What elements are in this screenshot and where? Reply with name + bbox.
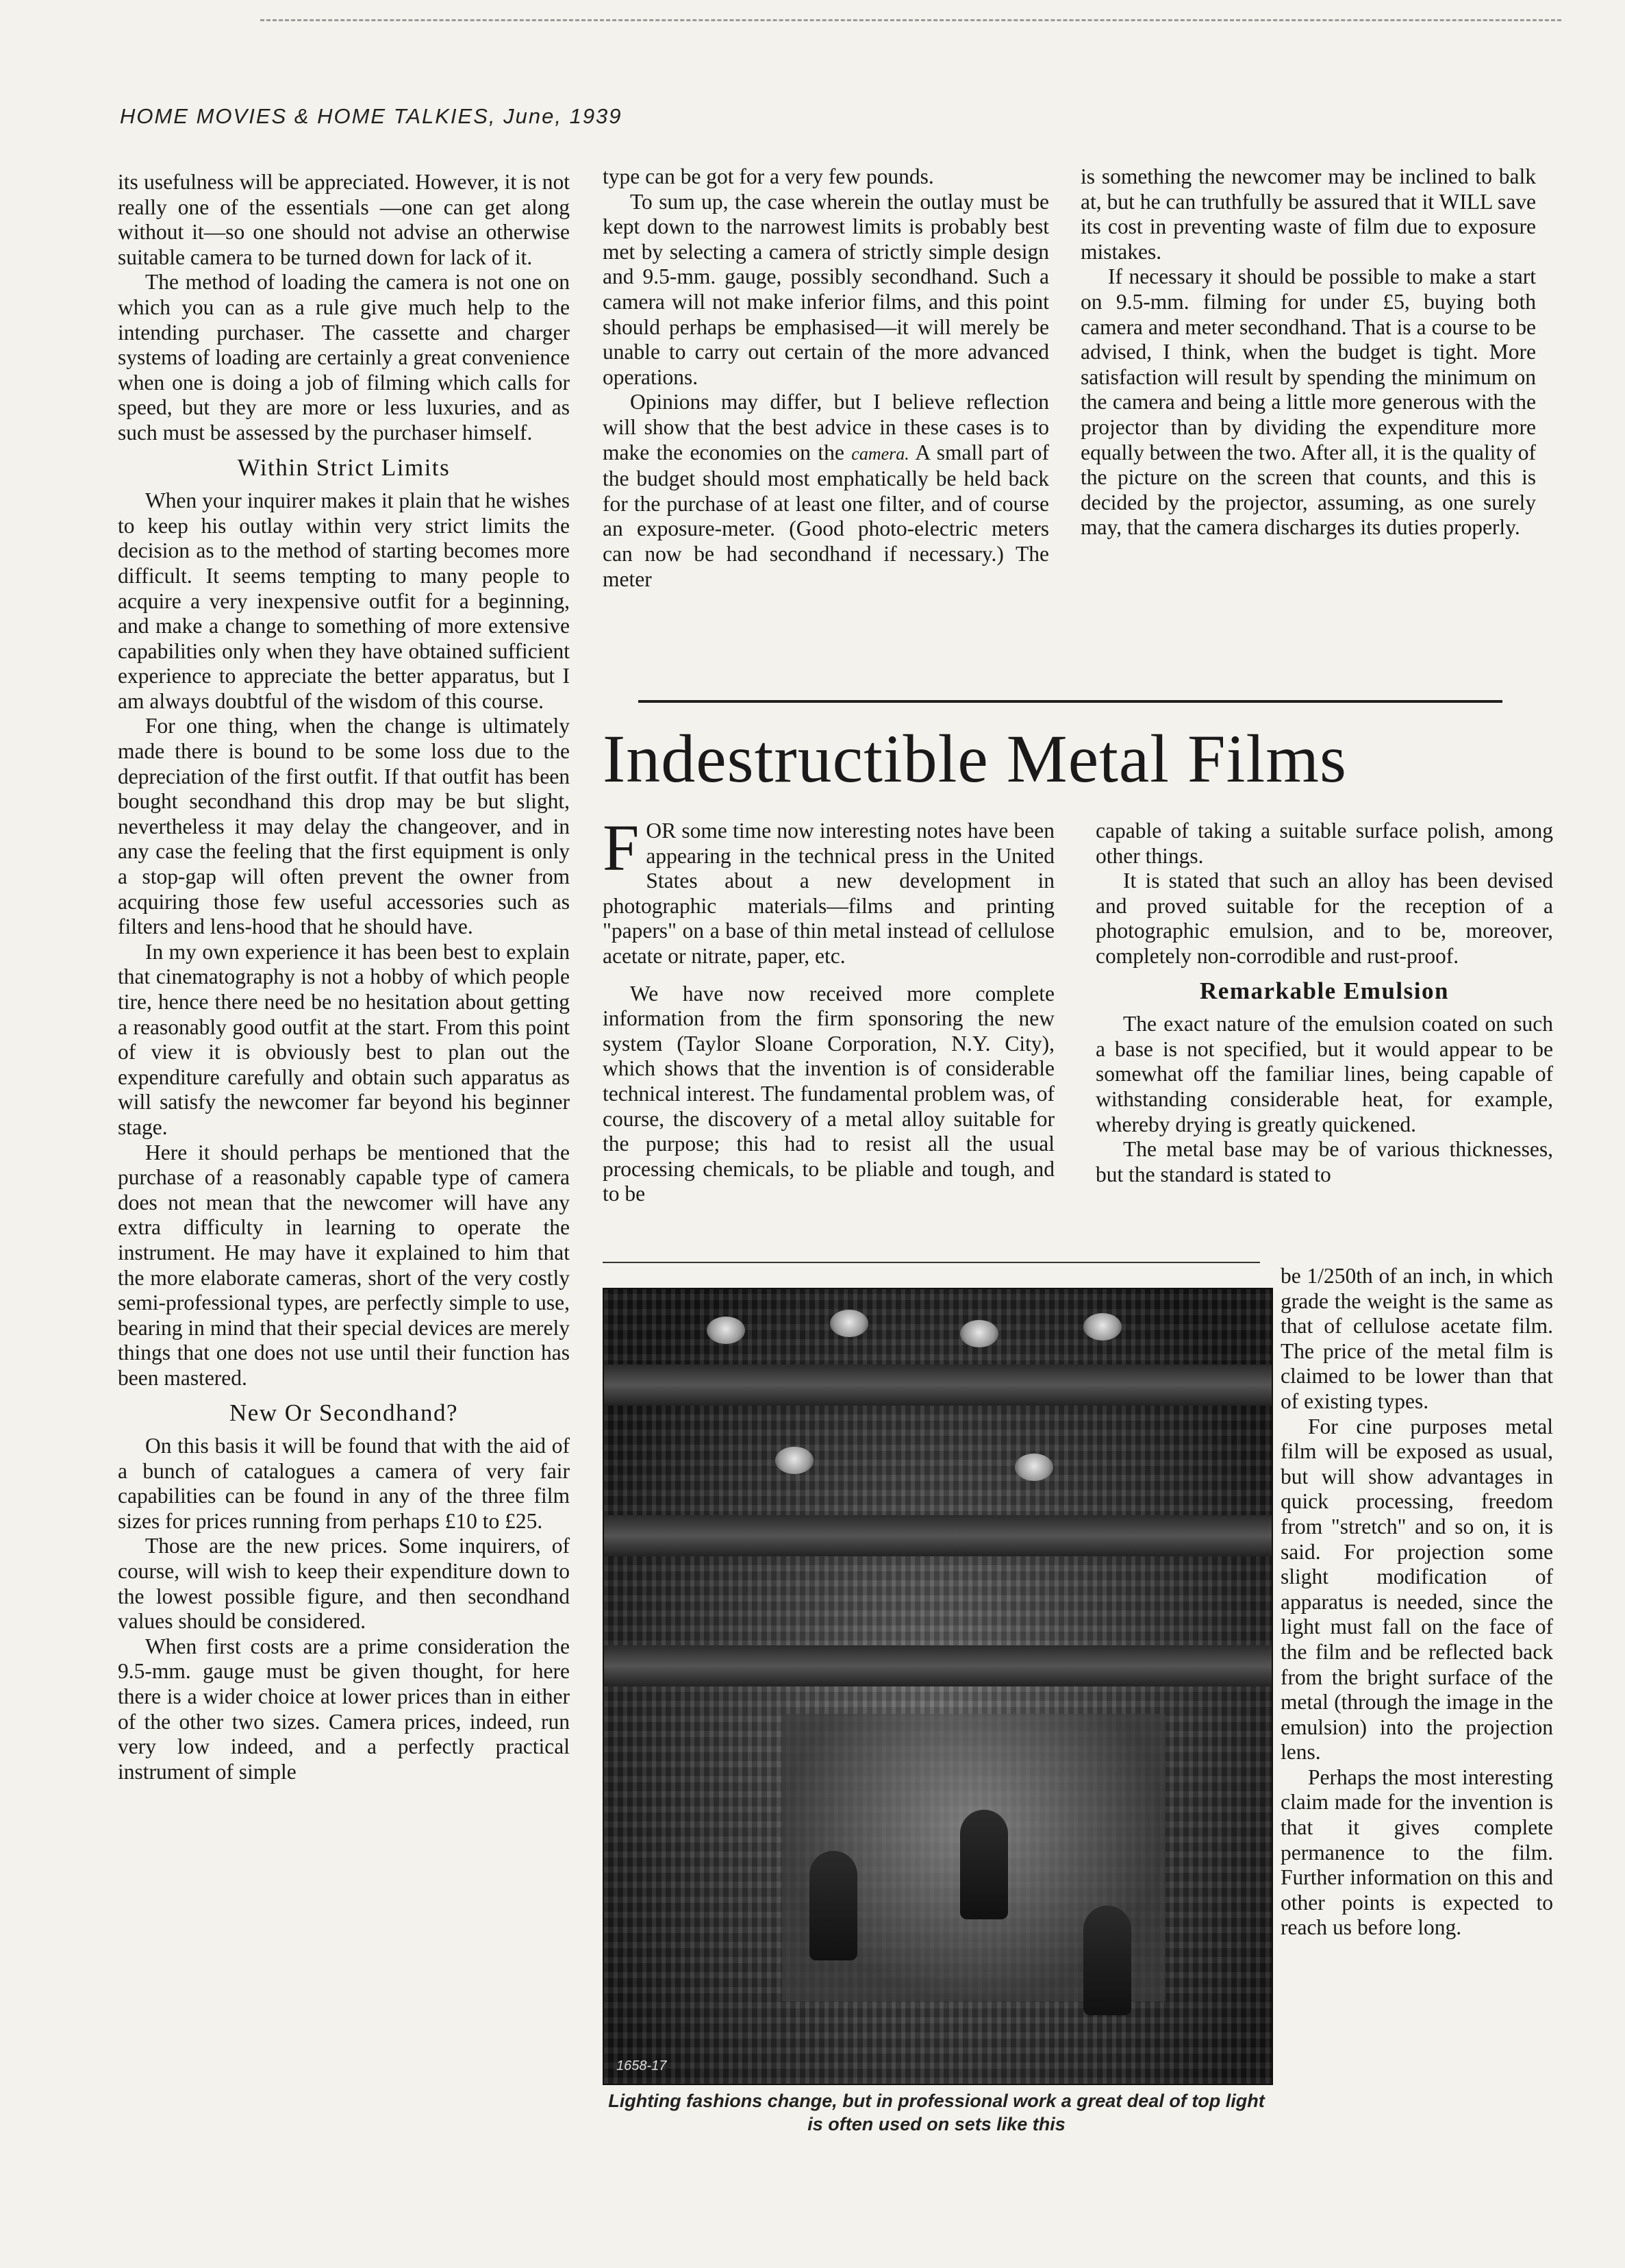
studio-lamp — [775, 1447, 814, 1474]
studio-lamp — [1015, 1454, 1053, 1481]
paragraph: When first costs are a prime consideration the 9.5-mm. gauge must be given thought, for here there is a wider choice at lower prices than in either of the other two sizes. Camera prices, indeed, run very low indeed, and a perfectly practical instrument of simple — [118, 1634, 570, 1784]
overhead-beam — [604, 1645, 1272, 1686]
crew-figure — [960, 1810, 1008, 1919]
scan-artifact-line — [260, 19, 1561, 25]
column-2 — [603, 164, 1049, 592]
paragraph: Perhaps the most interesting claim made for the invention is that it gives complete permanence to the film. Further information on this and other points is expected to reach us before long. — [1281, 1765, 1553, 1940]
column-3 — [1081, 164, 1536, 540]
paragraph: In my own experience it has been best to explain that cinematography is not a hobby of which people tire, hence there need be no hesitation about getting a reasonably good outfit at the start. From this point of view it is obviously best to plan out the expenditure carefully and obtain such apparatus as will satisfy the newcomer far beyond his beginner stage. — [118, 939, 570, 1139]
paragraph: When your inquirer makes it plain that he wishes to keep his outlay within very strict limits the decision as to the method of starting becomes more difficult. It seems tempting to many people to acquire a very inexpensive outfit for a beginning, and make a change to something of more extensive capabilities only when they have obtained sufficient experience to appreciate the better apparatus, but I am always doubtful of the wisdom of this course. — [118, 488, 570, 713]
paragraph: For one thing, when the change is ultimately made there is bound to be some loss due to the depreciation of the first outfit. If that outfit has been bought secondhand this drop may be but slight, nevertheless it may delay the changeover, and in any case the feeling that the first equipment is only a stop-gap will often prevent the owner from acquiring those few useful accessories such as filters and lens-hood that he should have. — [118, 714, 570, 939]
article-column-1 — [603, 811, 1055, 1207]
article-column-3 — [1281, 1264, 1553, 1941]
crew-figure — [809, 1851, 857, 1960]
film-set-photograph — [603, 1288, 1273, 2085]
paragraph: If necessary it should be possible to make a start on 9.5-mm. filming for under £5, buying both camera and meter secondhand. That is a course to be advised, I think, when the budget is tight. More satisfaction will result by spending the minimum on the camera and being a little more generous with the projector than by dividing the expenditure more equally between the two. After all, it is the quality of the picture on the screen that counts, and this is decided by the projector, assuming, as one surely may, that the camera discharges its duties properly. — [1081, 264, 1536, 540]
article-headline: Indestructible Metal Films — [603, 721, 1347, 797]
overhead-beam — [604, 1515, 1272, 1556]
paragraph: be 1/250th of an inch, in which grade the weight is the same as that of cellulose acetate film. The price of the metal film is claimed to be lower than that of existing types. — [1281, 1264, 1553, 1413]
paragraph: We have now received more complete information from the firm sponsoring the new system (Taylor Sloane Corporation, N.Y. City), which shows that the invention is of considerable technical interest. The fundamental problem was, of course, the discovery of a metal alloy suitable for the purpose; this had to resist all the usual processing chemicals, to be pliable and tough, and to be — [603, 981, 1055, 1206]
studio-lamp — [830, 1310, 868, 1337]
photo-serial: 1658-17 — [616, 2058, 667, 2073]
paragraph: is something the newcomer may be inclined to balk at, but he can truthfully be assured that it WILL save its cost in preventing waste of film due to exposure mistakes. — [1081, 164, 1536, 264]
photo-caption: Lighting fashions change, but in professional work a great deal of top light is often used on sets like this — [608, 2091, 1265, 2134]
paragraph: Here it should perhaps be mentioned that the purchase of a reasonably capable type of camera does not mean that the newcomer will have any extra difficulty in learning to operate the instrument. He may have it explained to him that the more elaborate cameras, short of the very costly semi-professional types, are perfectly simple to use, bearing in mind that their special devices are merely things that one does not use until their function has been mastered. — [118, 1140, 570, 1390]
lead-paragraph: FOR some time now interesting notes have been appearing in the technical press in the United States about a new development in photographic materials—films and printing "papers" on a base of thin metal instead of cellulose acetate or nitrate, paper, etc. — [603, 811, 1055, 968]
running-head: HOME MOVIES & HOME TALKIES, June, 1939 — [120, 104, 622, 128]
paragraph: The method of loading the camera is not one on which you can as a rule give much help to the intending purchaser. The cassette and charger systems of loading are certainly a great convenience when one is doing a job of filming which calls for speed, but they are more or less luxuries, and as such must be assessed by the purchaser himself. — [118, 270, 570, 445]
paragraph: On this basis it will be found that with the aid of a bunch of catalogues a camera of very fair capabilities can be found in any of the three film sizes for prices running from perhaps £10 to £25. — [118, 1434, 570, 1533]
paragraph: For cine purposes metal film will be exposed as usual, but will show advantages in quick processing, freedom from "stretch" and so on, it is said. For projection some slight modification of apparatus is needed, since the light must fall on the face of the film and be reflected back from the bright surface of the metal (through the image in the emulsion) into the projection lens. — [1281, 1414, 1553, 1765]
photo-top-rule — [603, 1262, 1260, 1263]
studio-lamp — [1083, 1313, 1122, 1341]
column-1 — [118, 170, 570, 1784]
paragraph: It is stated that such an alloy has been devised and proved suitable for the reception of a photographic emulsion, and to be, moreover, completely non-corrodible and rust-proof. — [1096, 869, 1553, 968]
subheading-remarkable-emulsion: Remarkable Emulsion — [1200, 977, 1449, 1004]
subheading-within-strict-limits: Within Strict Limits — [237, 453, 451, 481]
paragraph: The exact nature of the emulsion coated on such a base is not specified, but it would appear to be somewhat off the familiar lines, being capable of withstanding considerable heat, for example, whereby drying is greatly quickened. — [1096, 1012, 1553, 1136]
studio-lamp — [707, 1317, 745, 1344]
paragraph: The metal base may be of various thicknesses, but the standard is stated to — [1096, 1137, 1553, 1186]
italic-word: camera. — [851, 443, 909, 464]
overhead-beam — [604, 1364, 1272, 1406]
crew-figure — [1083, 1906, 1131, 2015]
studio-lamp — [960, 1320, 998, 1347]
subheading-new-or-secondhand: New Or Secondhand? — [229, 1399, 459, 1426]
paragraph: capable of taking a suitable surface polish, among other things. — [1096, 819, 1553, 868]
paragraph: Those are the new prices. Some inquirers, of course, will wish to keep their expenditure down to the lowest possible figure, and then secondhand values should be considered. — [118, 1534, 570, 1634]
paragraph: To sum up, the case wherein the outlay must be kept down to the narrowest limits is probably best met by selecting a camera of strictly simple design and 9.5-mm. gauge, possibly secondhand. Such a camera will not make inferior films, and this point should perhaps be emphasised—it will merely be unable to carry out certain of the more advanced operations. — [603, 189, 1049, 389]
drop-cap: F — [603, 811, 640, 884]
article-column-2 — [1096, 819, 1553, 1187]
section-divider — [638, 700, 1502, 703]
paragraph: Opinions may differ, but I believe reflection will show that the best advice in these cases is to make the economies on the camera. A small part of the budget should most emphatically be held back for the purchase of at least one filter, and of course an exposure-meter. (Good photo-electric meters can now be had secondhand if necessary.) The meter — [603, 390, 1050, 591]
paragraph: type can be got for a very few pounds. — [603, 164, 934, 188]
paragraph: its usefulness will be appreciated. However, it is not really one of the essentials —one can get along without it—so one should not advise an otherwise suitable camera to be turned down for lack of it. — [118, 170, 570, 269]
